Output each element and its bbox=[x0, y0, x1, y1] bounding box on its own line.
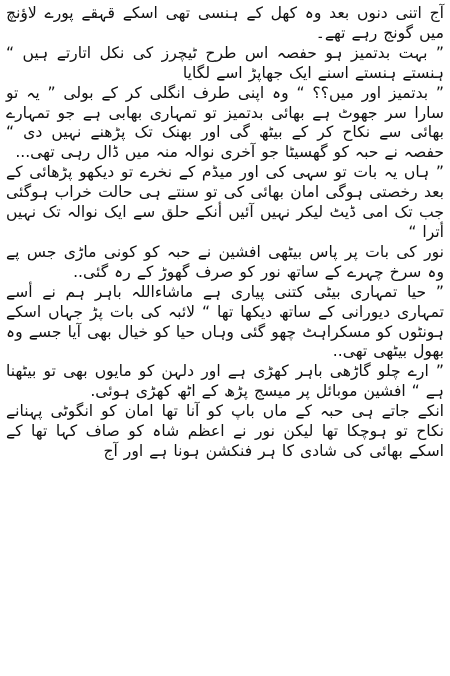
paragraph-6: ” حیا تمہاری بیٹی کتنی پیاری ہے ماشاءاللہ باہر ہم نے أسے تمہاری دیورانی کے ساتھ دیکھا تھا “ لائبہ کی بات پڑ جہاں اسکے ہونٹوں کو مسکراہٹ چھو گئی وہاں حیا کو خیال بھی آیا جسے وہ بھول بیٹھی تھی.. bbox=[6, 282, 444, 361]
paragraph-2: ” بہت بدتمیز ہو حفصہ اس طرح ٹیچرز کی نکل اتارتے ہیں “ ہنستے ہنستے اسنے ایک جھاپڑ اسے لگایا bbox=[6, 43, 444, 82]
paragraph-3: ” بدتمیز اور میں؟؟ “ وہ اپنی طرف انگلی کر کے بولی ” یہ تو سارا سر جھوٹ ہے بھائی بدتمیز تو تمہاری بھابی ہے جو تمہارے بھائی سے نکاح کر کے بیٹھ گی اور بھنک تک پڑھنے نہیں دی “ حفصہ نے حبہ کو گھسیٹا جو آخری نوالہ منہ میں ڈال رہی تھی... bbox=[6, 83, 444, 162]
paragraph-8: انکے جاتے ہی حبہ کے ماں باپ کو آنا تھا امان کو انگوٹی پہنانے نکاح تو ہوچکا تھا لیکن نور نے اعظم شاہ کو صاف کہا تھا کے اسکے بھائی کی شادی کا ہر فنکشن ہونا ہے اور آج bbox=[6, 402, 444, 460]
paragraph-5: نور کی بات پر پاس بیٹھی افشین نے حبہ کو کونی ماڑی جس پے وہ سرخ چہرے کے ساتھ نور کو صرف گھوڑ کے رہ گئی.. bbox=[6, 242, 444, 281]
paragraph-4: ” ہاں یہ بات تو سہی کی اور میڈم کے نخرے تو دیکھو پڑھائی کے بعد رخصتی ہوگی امان بھائی کی تو سنتے ہی حالت خراب ہوگئی جب تک امی ڈیٹ لیکر نہیں آئیں أنکے حلق سے ایک نوالہ تک نہیں أترا “ bbox=[6, 163, 444, 241]
paragraph-1: آج اتنی دنوں بعد وہ کھل کے ہنسی تھی اسکے قہقے پورے لاؤنچ میں گونج رہے تھے۔ bbox=[6, 4, 444, 42]
paragraph-7: ” ارے چلو گاڑھی باہر کھڑی ہے اور دلہن کو مایوں بھی تو بیٹھنا ہے “ افشین موبائل پر میسج پڑھ کے اٹھ کھڑی ہوئی. bbox=[6, 362, 444, 401]
